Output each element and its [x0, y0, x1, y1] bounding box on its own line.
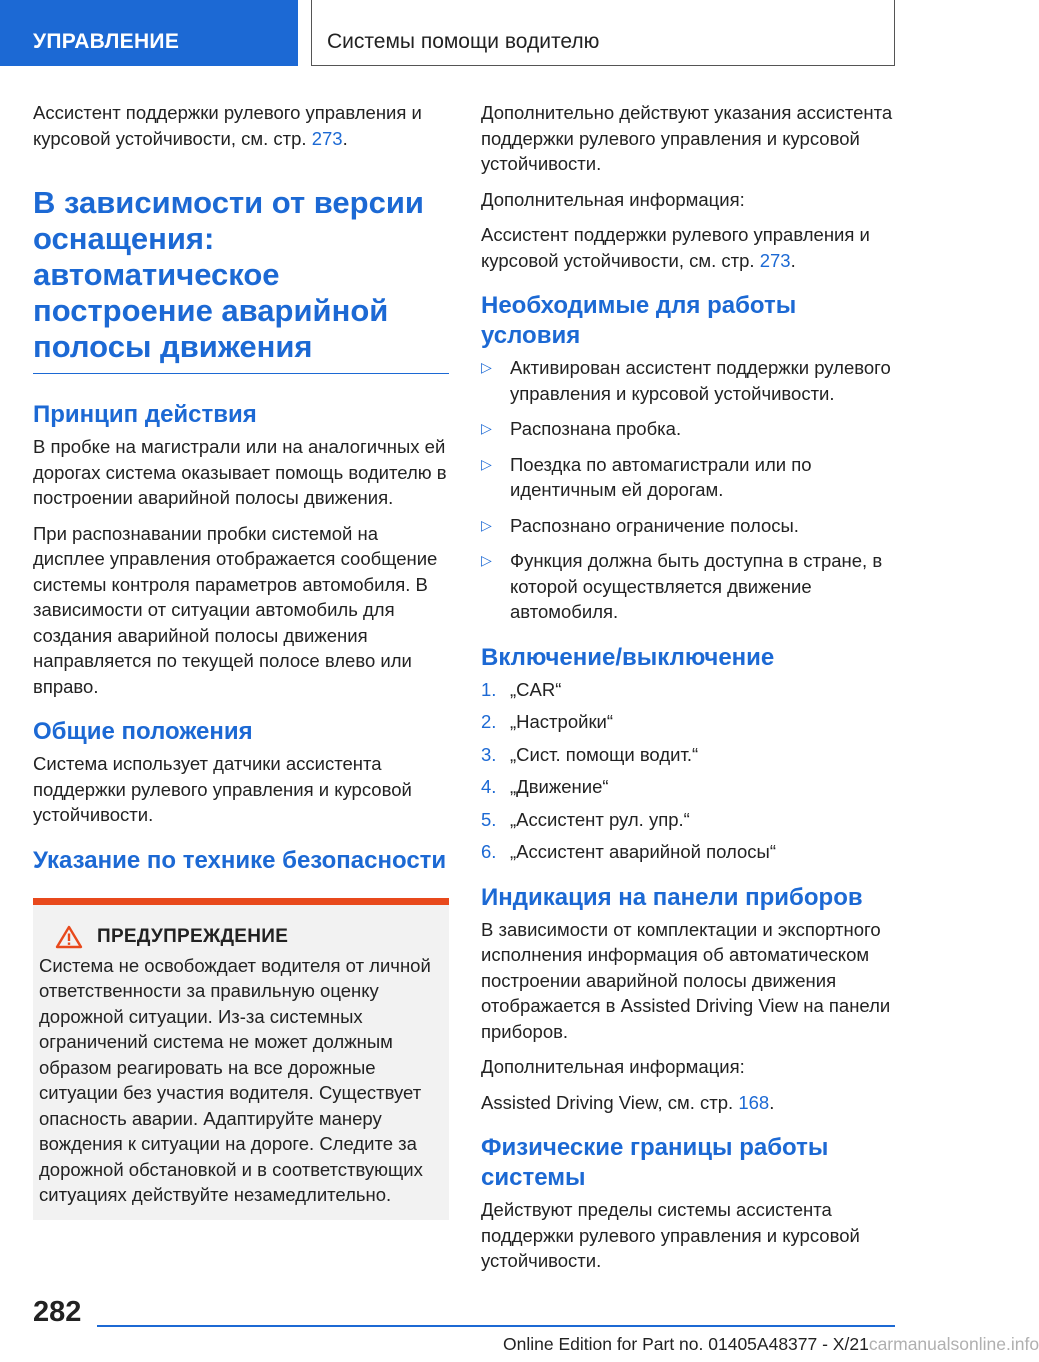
steps-list — [481, 677, 897, 865]
list-item: ▷ Активирован ассистент поддержки рулевого управления и курсовой устойчивости. — [481, 357, 891, 404]
step-item: 6. „Ассистент аварийной полосы“ — [481, 841, 777, 862]
principle-heading: Принцип действия — [33, 401, 257, 428]
general-heading: Общие положения — [33, 718, 253, 745]
conditions-list — [481, 355, 897, 625]
step-item: 4. „Движение“ — [481, 776, 609, 797]
display-info-label: Дополнительная информация: — [481, 1056, 745, 1077]
principle-paragraph-2: При распознавании пробки системой на дисплее управления отображается сообщение системы контроля параметров автомобиля. В зависимости от ситуации автомобиль для создания аварийной полосы движения направляется по текущей полосе влево или вправо. — [33, 522, 438, 697]
additional-paragraph: Дополнительно действуют указания ассистента поддержки рулевого управления и курсовой устойчивости. — [481, 102, 893, 174]
intro-paragraph: Ассистент поддержки рулевого управления и курсовой устойчивости, см. стр. 273. — [33, 102, 422, 149]
main-title: В зависимости от версии оснащения: автоматическое построение аварийной полосы движения — [33, 185, 449, 374]
triangle-bullet-icon: ▷ — [481, 420, 492, 436]
chapter-header — [311, 0, 895, 66]
limits-paragraph: Действуют пределы системы ассистента поддержки рулевого управления и курсовой устойчивости. — [481, 1199, 860, 1271]
display-heading: Индикация на панели приборов — [481, 883, 863, 911]
display-info-ref: Assisted Driving View, см. стр. 168. — [481, 1091, 775, 1113]
page-link-273-b[interactable]: 273 — [759, 249, 791, 271]
step-item: 1. „CAR“ — [481, 678, 562, 700]
step-item: 5. „Ассистент рул. упр.“ — [481, 808, 690, 830]
triangle-bullet-icon: ▷ — [481, 359, 492, 375]
general-paragraph: Система использует датчики ассистента поддержки рулевого управления и курсовой устойчивости. — [33, 753, 412, 825]
page-link-168[interactable]: 168 — [738, 1091, 770, 1113]
page-link-273[interactable]: 273 — [311, 127, 343, 149]
onoff-heading: Включение/выключение — [481, 643, 775, 671]
right-column — [481, 100, 897, 1284]
left-column — [33, 100, 449, 1220]
conditions-heading: Необходимые для работы условия — [481, 292, 797, 349]
list-item: ▷ Функция должна быть доступна в стране, в которой осуществляется движение автомобиля. — [481, 550, 883, 622]
list-item: ▷ Поездка по автомагистрали или по идентичным ей дорогам. — [481, 453, 812, 500]
section-tab — [0, 0, 298, 66]
section-title: УПРАВЛЕНИЕ — [33, 30, 180, 53]
footer-divider — [97, 1325, 895, 1327]
warning-text: Система не освобождает водителя от личной ответственности за правильную оценку дорожной ситуации. Из-за системных ограничений система не может должным образом реагировать на все дорожные ситуации без участия водителя. Существует опасность аварии. Адаптируйте манеру вождения к ситуации на дороге. Следите за дорожной обстановкой и в соответствующих ситуациях действуйте незамедлительно. — [39, 954, 431, 1205]
additional-info-label: Дополнительная информация: — [481, 188, 745, 210]
list-item: ▷ Распознано ограничение полосы. — [481, 513, 897, 539]
footer-site: carmanualsonline.info — [868, 1334, 1039, 1354]
triangle-bullet-icon: ▷ — [481, 552, 492, 568]
page-number: 282 — [33, 1296, 82, 1328]
chapter-title: Системы помощи водителю — [327, 30, 600, 53]
principle-paragraph-1: В пробке на магистрали или на аналогичных ей дорогах система оказывает помощь водителю в построении аварийной полосы движения. — [33, 436, 447, 508]
footer-edition: Online Edition for Part no. 01405A48377 - X/21carmanualsonline.info — [503, 1334, 1039, 1354]
limits-heading: Физические границы работы системы — [481, 1134, 829, 1191]
warning-triangle-icon — [55, 925, 83, 949]
safety-heading: Указание по технике безопасности — [33, 846, 447, 874]
warning-box — [33, 898, 449, 1220]
additional-info-ref: Ассистент поддержки рулевого управления и курсовой устойчивости, см. стр. 273. — [481, 224, 870, 271]
step-item: 2. „Настройки“ — [481, 711, 614, 732]
step-item: 3. „Сист. помощи водит.“ — [481, 743, 699, 765]
list-item: ▷ Распознана пробка. — [481, 416, 897, 442]
warning-header — [39, 925, 441, 949]
warning-title: ПРЕДУПРЕЖДЕНИЕ — [97, 925, 289, 947]
triangle-bullet-icon: ▷ — [481, 516, 492, 533]
triangle-bullet-icon: ▷ — [481, 455, 492, 472]
display-paragraph: В зависимости от комплектации и экспортного исполнения информация об автоматическом построении аварийной полосы движения отображается в Assisted Driving View на панели приборов. — [481, 918, 891, 1042]
